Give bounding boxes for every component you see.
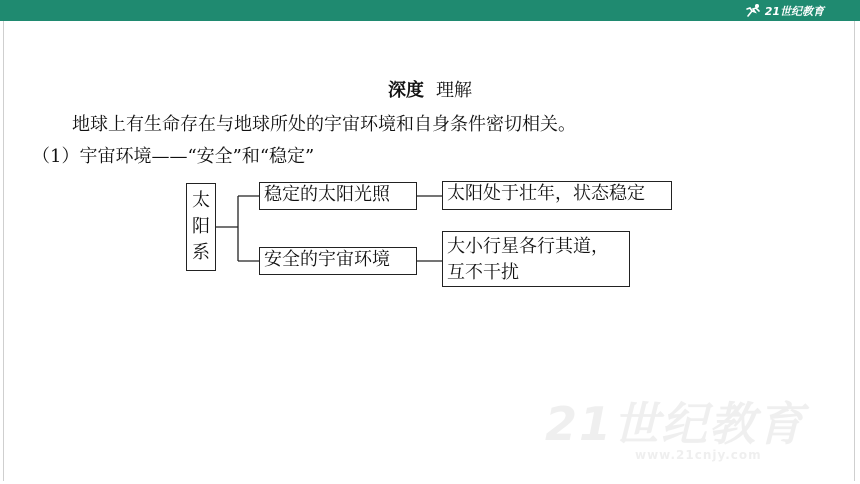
logo-text: 21世纪教育 [764,4,824,18]
safe-environment-box: 安全的宇宙环境 [259,247,417,275]
root-char-1: 太 [192,190,210,211]
subheading: （1）宇宙环境——“安全”和“稳定” [32,146,315,167]
watermark-url: www.21cnjy.com [635,448,762,462]
watermark-text: 21世纪教育 [545,397,806,451]
heading-depth: 深度 [388,80,424,101]
stable-sunlight-box: 稳定的太阳光照 [259,182,417,210]
solar-system-box [186,183,216,271]
stable-detail-box: 太阳处于壮年，状态稳定 [442,181,672,210]
safe-detail-line2: 互不干扰 [447,262,519,283]
root-char-3: 系 [192,242,210,263]
root-char-2: 阳 [192,216,210,237]
watermark-logo [545,388,805,462]
safe-detail-line1: 大小行星各行其道， [447,236,609,257]
heading-understand: 理解 [436,80,472,101]
safe-detail-box [442,231,630,287]
intro-paragraph: 地球上有生命存在与地球所处的宇宙环境和自身条件密切相关。 [72,114,576,135]
